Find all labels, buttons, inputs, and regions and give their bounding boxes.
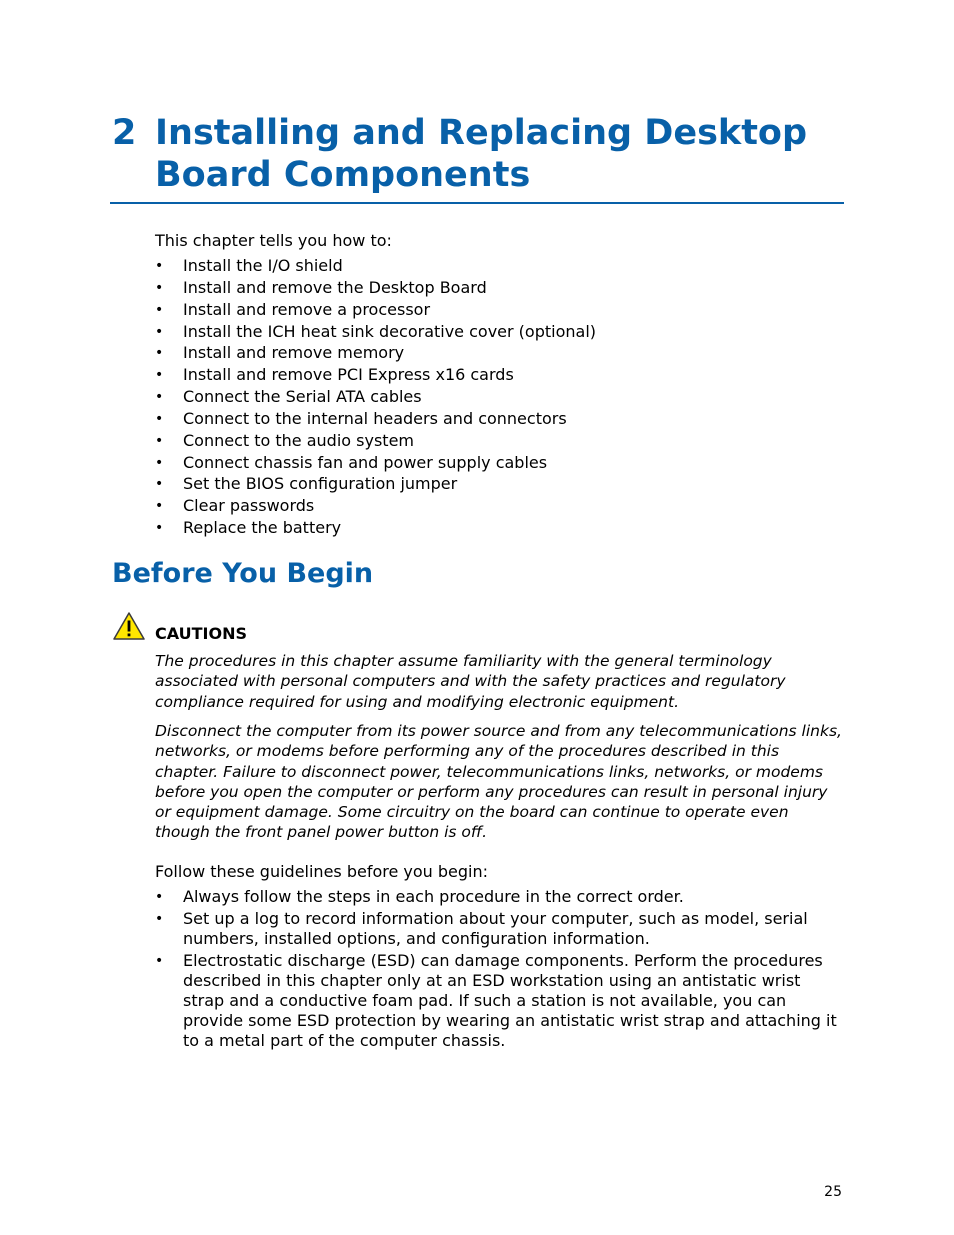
bullet-icon: • xyxy=(155,367,164,384)
bullet-icon: • xyxy=(155,323,164,340)
list-item: • Install and remove the Desktop Board xyxy=(155,277,487,297)
bullet-icon: • xyxy=(155,301,164,318)
list-item: • Clear passwords xyxy=(155,496,315,516)
list-item: • Install and remove memory xyxy=(155,343,405,363)
list-item: • Connect to the internal headers and connectors xyxy=(155,408,567,428)
bullet-icon: • xyxy=(155,279,164,296)
list-item: • Replace the battery xyxy=(155,518,342,538)
bullet-icon: • xyxy=(155,454,164,471)
section-heading: Before You Begin xyxy=(112,558,374,589)
list-item: • Electrostatic discharge (ESD) can damage components. Perform the procedures described in this chapter only at an ESD workstation using an antistatic wrist strap and a conductive foam pad. If such a station is not available, you can provide some ESD protection by wearing an antistatic wrist strap and attaching it to a metal part of the computer chassis. xyxy=(155,951,837,1050)
list-item: • Install the I/O shield xyxy=(155,256,343,275)
bullet-icon: • xyxy=(155,520,164,537)
bullet-icon: • xyxy=(155,345,164,362)
bullet-icon: • xyxy=(155,389,164,406)
chapter-title xyxy=(112,112,844,196)
bullet-icon: • xyxy=(155,498,164,515)
list-item: • Install and remove PCI Express x16 cards xyxy=(155,365,514,385)
intro-text: This chapter tells you how to: xyxy=(155,231,392,250)
guidelines-list xyxy=(155,887,845,1053)
caution-paragraph: Disconnect the computer from its power source and from any telecommunications links, networks, or modems before performing any of the procedures described in this chapter. Failure to disconnect power, telecommunications links, networks, or modems before you open the computer or perform any procedures can result in personal injury or equipment damage. Some circuitry on the board can continue to operate even though the front panel power button is off. xyxy=(155,722,842,842)
warning-triangle-icon xyxy=(112,611,146,641)
list-item: • Connect chassis fan and power supply cables xyxy=(155,452,548,472)
bullet-icon: • xyxy=(155,258,164,274)
list-item: • Connect to the audio system xyxy=(155,430,414,450)
list-item: • Set up a log to record information about your computer, such as model, serial numbers, installed options, and configuration information. xyxy=(155,909,808,948)
list-item: • Connect the Serial ATA cables xyxy=(155,387,422,407)
list-item: • Install the ICH heat sink decorative cover (optional) xyxy=(155,321,596,341)
bullet-icon: • xyxy=(155,476,164,493)
chapter-title-text: Installing and Replacing Desktop Board Components xyxy=(155,113,808,195)
chapter-task-list xyxy=(155,256,845,540)
bullet-icon: • xyxy=(155,911,164,927)
list-item: • Always follow the steps in each procedure in the correct order. xyxy=(155,887,684,906)
bullet-icon: • xyxy=(155,953,164,969)
bullet-icon: • xyxy=(155,410,164,427)
chapter-number: 2 xyxy=(112,113,137,153)
bullet-icon: • xyxy=(155,432,164,449)
caution-paragraph: The procedures in this chapter assume familiarity with the general terminology associated with personal computers and with the safety practices and regulatory compliance required for using and modifying electronic equipment. xyxy=(155,652,786,711)
list-item: • Install and remove a processor xyxy=(155,299,431,319)
page-number: 25 xyxy=(824,1184,842,1200)
caution-label: CAUTIONS xyxy=(155,624,248,643)
list-item: • Set the BIOS configuration jumper xyxy=(155,474,458,494)
bullet-icon: • xyxy=(155,889,164,905)
title-divider xyxy=(110,202,844,204)
guidelines-intro: Follow these guidelines before you begin: xyxy=(155,862,489,881)
